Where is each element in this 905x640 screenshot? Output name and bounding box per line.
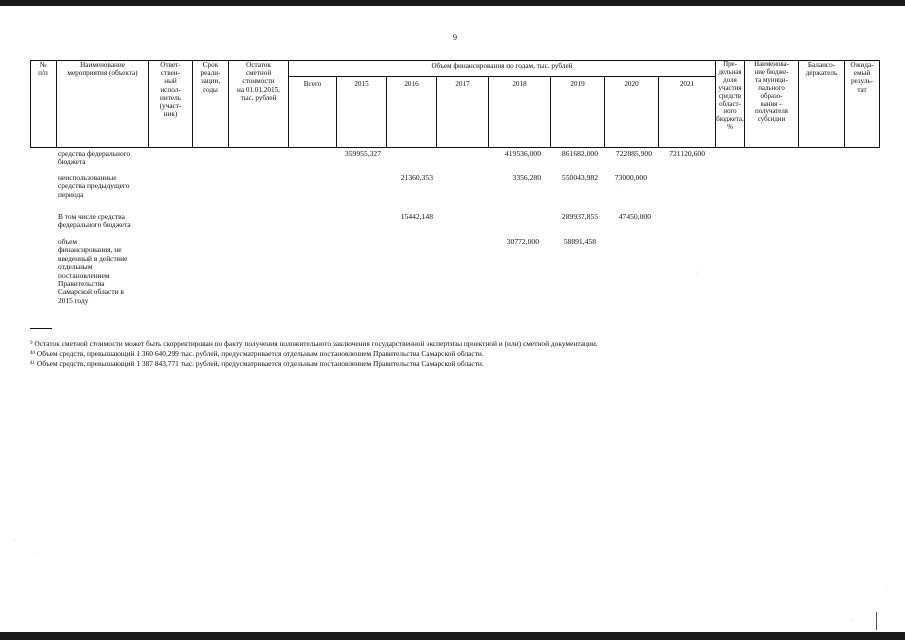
footnote-text: Объем средств, превышающий 1 387 843,771 тыс. рублей, предусматривается отдельным постановлением Правительства Самарской области. bbox=[36, 359, 484, 368]
page-number: 9 bbox=[453, 33, 457, 42]
scan-edge-top bbox=[0, 0, 905, 6]
header-year-2016: 2016 bbox=[404, 80, 419, 88]
header-funding-group: Объем финансирования по годам, тыс. рублей bbox=[431, 62, 573, 70]
row-label-federal-budget: средства федерального бюджета bbox=[58, 149, 131, 167]
col-rule bbox=[288, 60, 289, 148]
header-recipient: Наименова- ние бюдже- та муници- пального образо- вания – получателя субсидии bbox=[754, 61, 789, 124]
cell-federal-2015: 359955,327 bbox=[344, 149, 381, 158]
footnote-text: Объем средств, превышающий 1 360 640,299 тыс. рублей, предусматривается отдельным постановлением Правительства Самарской области. bbox=[36, 349, 484, 358]
header-year-2018: 2018 bbox=[512, 80, 527, 88]
cell-not-enacted-2018: 30772,000 bbox=[506, 237, 539, 246]
cell-unused-2016: 21360,353 bbox=[400, 173, 433, 182]
header-result: Ожида- емый резуль- тат bbox=[850, 61, 874, 94]
footnote-mark: 9 bbox=[30, 341, 33, 346]
header-total: Всего bbox=[303, 80, 322, 88]
cell-federal-2021: 721120,600 bbox=[669, 149, 705, 158]
footnote-9 bbox=[30, 339, 598, 348]
cell-federal-2020: 722885,900 bbox=[615, 149, 652, 158]
header-year-2019: 2019 bbox=[570, 80, 585, 88]
row-label-including-federal: В том числе средства федерального бюджета bbox=[58, 212, 131, 230]
scan-speck: · bbox=[14, 538, 16, 544]
scan-speck: · bbox=[34, 551, 36, 557]
cell-including-2016: 15442,148 bbox=[400, 212, 433, 221]
header-responsible: Ответ- ствен- ный испол- нитель (участ- ник) bbox=[159, 61, 182, 119]
header-regional-share: Пре- дельная доля участия средств област- ного бюджета, % bbox=[716, 61, 744, 132]
header-name: Наименование мероприятия (объекта) bbox=[67, 61, 138, 78]
footnote-41 bbox=[30, 359, 484, 368]
footnote-separator bbox=[30, 328, 52, 329]
footnote-40 bbox=[30, 349, 484, 358]
header-year-2017: 2017 bbox=[455, 80, 470, 88]
cell-not-enacted-2019: 58891,458 bbox=[563, 237, 596, 246]
cell-federal-2019: 861682,000 bbox=[561, 149, 598, 158]
footnote-mark: 40 bbox=[30, 351, 35, 356]
scan-speck: · bbox=[851, 618, 853, 624]
funding-table bbox=[30, 60, 880, 148]
cell-unused-2020: 73000,000 bbox=[614, 173, 647, 182]
row-label-not-enacted: объем финансирования, не введенный в действие отдельным постановлением Правительства Самарской области в 2015 году bbox=[58, 237, 128, 305]
col-rule bbox=[879, 60, 880, 148]
scan-speck: · bbox=[696, 270, 698, 276]
cell-including-2019: 289937,855 bbox=[561, 212, 598, 221]
scan-speck: · bbox=[620, 184, 622, 190]
funding-group-rule bbox=[288, 76, 715, 77]
footnote-mark: 41 bbox=[30, 361, 35, 366]
row-label-unused-funds: неиспользованные средства предыдущего периода bbox=[58, 173, 130, 199]
cell-including-2020: 47450,000 bbox=[618, 212, 651, 221]
header-num: № п/п bbox=[38, 61, 48, 78]
scan-speck: · bbox=[886, 588, 888, 594]
header-period: Срок реали- зации, годы bbox=[200, 61, 221, 94]
cell-unused-2018: 3356,280 bbox=[512, 173, 541, 182]
scan-edge-bottom bbox=[0, 632, 905, 640]
scan-mark bbox=[876, 612, 877, 630]
header-year-2020: 2020 bbox=[624, 80, 639, 88]
footnote-text: Остаток сметной стоимости может быть скорректирован по факту получения положительного заключения государственной экспертизы проектной и (или) сметной документации. bbox=[34, 339, 598, 348]
table-header-bottom bbox=[30, 147, 880, 148]
header-year-2021: 2021 bbox=[679, 80, 695, 88]
header-remainder: Остаток сметной стоимости на 01.01.2015, тыс. рублей bbox=[237, 61, 280, 102]
header-year-2015: 2015 bbox=[354, 80, 369, 88]
cell-unused-2019: 550043,982 bbox=[561, 173, 598, 182]
cell-federal-2018: 419536,000 bbox=[504, 149, 541, 158]
header-holder: Балансо- держатель bbox=[805, 61, 838, 78]
